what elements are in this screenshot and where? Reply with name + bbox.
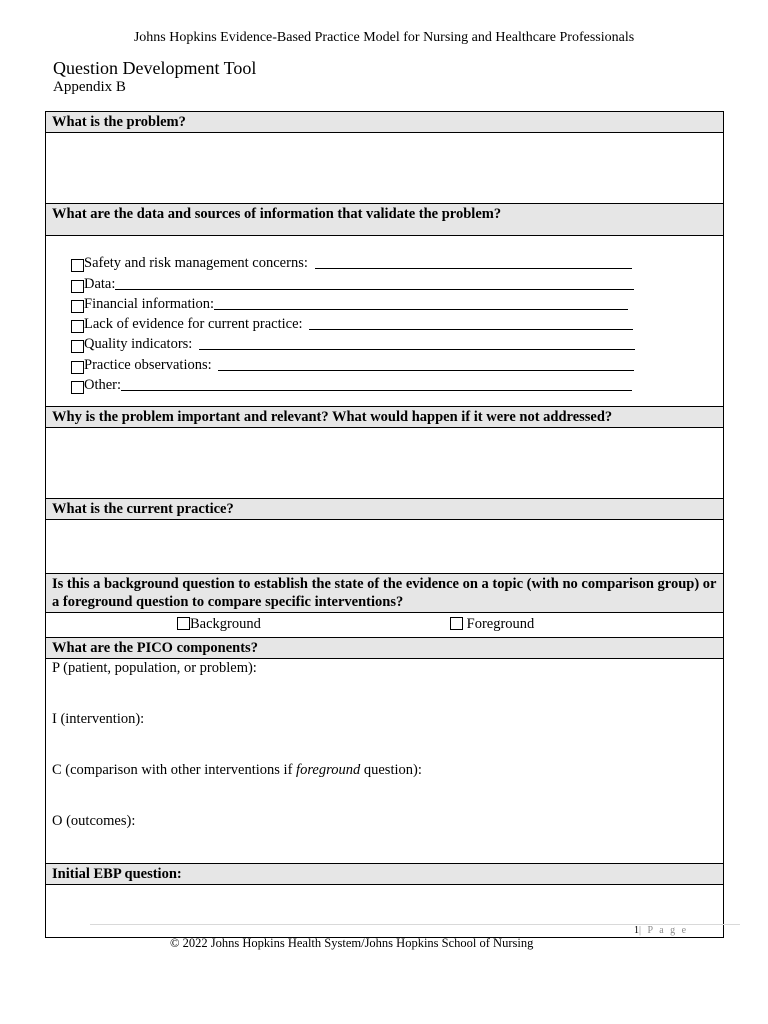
source-label: Quality indicators: (84, 336, 196, 353)
problem-answer-field[interactable] (46, 133, 723, 204)
section-data-sources-label: What are the data and sources of information that validate the problem? (52, 206, 502, 222)
foreground-option[interactable] (450, 616, 534, 633)
question-type-options (46, 613, 723, 638)
answer-line[interactable] (121, 390, 632, 391)
checkbox[interactable] (71, 259, 84, 272)
question-form (45, 111, 724, 938)
section-pico-heading: What are the PICO components? (46, 638, 723, 659)
page-subtitle: Appendix B (53, 79, 126, 95)
checkbox[interactable] (71, 340, 84, 353)
page-number (634, 925, 688, 936)
pico-o-label: O (outcomes): (52, 813, 136, 830)
background-option[interactable] (177, 616, 261, 633)
source-item-financial (71, 293, 723, 313)
pico-c-text-end: question): (360, 762, 422, 779)
page-title: Question Development Tool (53, 58, 257, 78)
initial-question-answer-field[interactable] (46, 885, 723, 937)
section-initial-question-heading: Initial EBP question: (46, 864, 723, 885)
answer-line[interactable] (315, 268, 632, 269)
source-label: Safety and risk management concerns: (84, 255, 312, 272)
answer-line[interactable] (115, 289, 634, 290)
source-label: Other: (84, 377, 122, 394)
page-number-value: 1 (634, 925, 639, 936)
section-data-sources-heading (46, 204, 723, 236)
page-label: | P a g e (639, 925, 689, 936)
source-item-practice-observations (71, 353, 723, 373)
background-label: Background (190, 616, 261, 633)
source-label: Financial information: (84, 295, 215, 312)
answer-line[interactable] (214, 309, 628, 310)
checkbox[interactable] (71, 381, 84, 394)
pico-i-label: I (intervention): (52, 711, 145, 728)
source-item-safety (71, 252, 723, 272)
source-item-other (71, 374, 723, 394)
source-label: Data: (84, 275, 116, 292)
data-sources-list (46, 236, 723, 407)
source-item-data (71, 272, 723, 292)
section-question-type-heading: Is this a background question to establish the state of the evidence on a topic (with no comparison group) or a foreground question to compare specific interventions? (46, 574, 723, 613)
pico-components[interactable] (46, 659, 723, 864)
section-current-practice-heading: What is the current practice? (46, 499, 723, 520)
source-item-quality (71, 333, 723, 353)
answer-line[interactable] (218, 370, 634, 371)
foreground-label: Foreground (466, 616, 535, 633)
current-practice-answer-field[interactable] (46, 520, 723, 574)
source-item-lack-of-evidence (71, 313, 723, 333)
source-label: Lack of evidence for current practice: (84, 316, 307, 333)
checkbox[interactable] (71, 300, 84, 313)
checkbox[interactable] (71, 280, 84, 293)
document-header: Johns Hopkins Evidence-Based Practice Model for Nursing and Healthcare Professionals (133, 30, 635, 45)
checkbox[interactable] (450, 617, 463, 630)
copyright-notice: © 2022 Johns Hopkins Health System/Johns Hopkins School of Nursing (170, 936, 534, 950)
pico-c-label (52, 762, 422, 779)
source-label: Practice observations: (84, 356, 216, 373)
section-problem-heading: What is the problem? (46, 112, 723, 133)
pico-c-text: C (comparison with other interventions if (52, 762, 297, 779)
importance-answer-field[interactable] (46, 428, 723, 499)
answer-line[interactable] (309, 329, 633, 330)
checkbox[interactable] (71, 361, 84, 374)
pico-c-emphasis: foreground (296, 762, 361, 779)
pico-p-label: P (patient, population, or problem): (52, 660, 257, 677)
checkbox[interactable] (71, 320, 84, 333)
checkbox[interactable] (177, 617, 190, 630)
section-importance-heading: Why is the problem important and relevant? What would happen if it were not addressed? (46, 407, 723, 428)
answer-line[interactable] (199, 349, 635, 350)
